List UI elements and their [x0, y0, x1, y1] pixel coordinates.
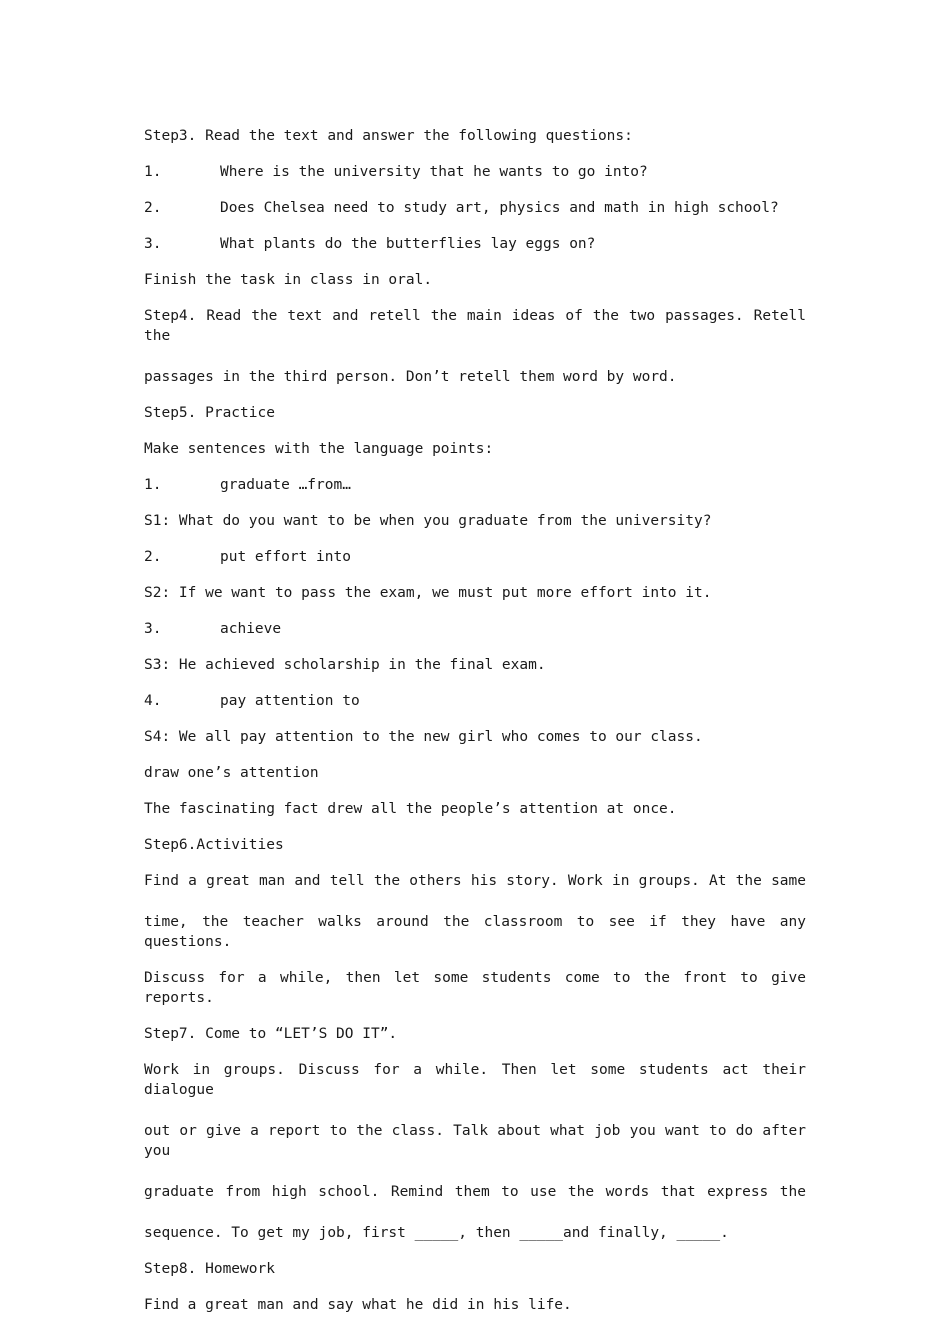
extra-example: The fascinating fact drew all the people’s attention at once.	[144, 801, 677, 817]
step3-note: Finish the task in class in oral.	[144, 272, 433, 288]
step8-text: Find a great man and say what he did in his life.	[144, 1297, 572, 1313]
paragraph-line: out or give a report to the class. Talk about what job you want to do after you	[144, 1123, 806, 1159]
extra-phrase: draw one’s attention	[144, 765, 319, 781]
step6-paragraph	[144, 871, 806, 1008]
phrase-text: put effort into	[220, 549, 351, 565]
paragraph-line: Find a great man and tell the others his story. Work in groups. At the same	[144, 873, 806, 889]
document-page	[144, 126, 806, 1331]
phrase-4	[144, 691, 806, 711]
phrase-number: 4.	[144, 693, 162, 709]
example-1: S1: What do you want to be when you graduate from the university?	[144, 513, 712, 529]
step8-heading: Step8. Homework	[144, 1261, 275, 1277]
step3-heading: Step3. Read the text and answer the following questions:	[144, 128, 633, 144]
example-2: S2: If we want to pass the exam, we must put more effort into it.	[144, 585, 712, 601]
phrase-1	[144, 475, 806, 495]
paragraph-line: passages in the third person. Don’t retell them word by word.	[144, 369, 677, 385]
phrase-number: 2.	[144, 549, 162, 565]
step7-paragraph	[144, 1060, 806, 1243]
step5-heading: Step5. Practice	[144, 405, 275, 421]
phrase-text: graduate …from…	[220, 477, 351, 493]
paragraph-line: time, the teacher walks around the classroom to see if they have any questions.	[144, 914, 806, 950]
question-number: 3.	[144, 236, 162, 252]
question-3	[144, 234, 806, 254]
phrase-text: achieve	[220, 621, 282, 637]
question-number: 2.	[144, 200, 162, 216]
phrase-3	[144, 619, 806, 639]
paragraph-line: Work in groups. Discuss for a while. Then let some students act their dialogue	[144, 1062, 806, 1098]
example-4: S4: We all pay attention to the new girl who comes to our class.	[144, 729, 703, 745]
phrase-number: 3.	[144, 621, 162, 637]
paragraph-line: sequence. To get my job, first _____, then _____and finally, _____.	[144, 1225, 729, 1241]
example-3: S3: He achieved scholarship in the final exam.	[144, 657, 546, 673]
question-text: What plants do the butterflies lay eggs on?	[220, 236, 596, 252]
question-number: 1.	[144, 164, 162, 180]
question-text: Does Chelsea need to study art, physics and math in high school?	[220, 200, 779, 216]
step4-paragraph	[144, 306, 806, 387]
paragraph-line: Discuss for a while, then let some students come to the front to give reports.	[144, 970, 806, 1006]
question-2	[144, 198, 806, 218]
phrase-text: pay attention to	[220, 693, 360, 709]
step6-heading: Step6.Activities	[144, 837, 284, 853]
step7-heading: Step7. Come to “LET’S DO IT”.	[144, 1026, 398, 1042]
question-1	[144, 162, 806, 182]
question-text: Where is the university that he wants to go into?	[220, 164, 648, 180]
step5-intro: Make sentences with the language points:	[144, 441, 494, 457]
phrase-number: 1.	[144, 477, 162, 493]
phrase-2	[144, 547, 806, 567]
paragraph-line: Step4. Read the text and retell the main ideas of the two passages. Retell the	[144, 308, 806, 344]
paragraph-line: graduate from high school. Remind them to use the words that express the	[144, 1184, 806, 1200]
